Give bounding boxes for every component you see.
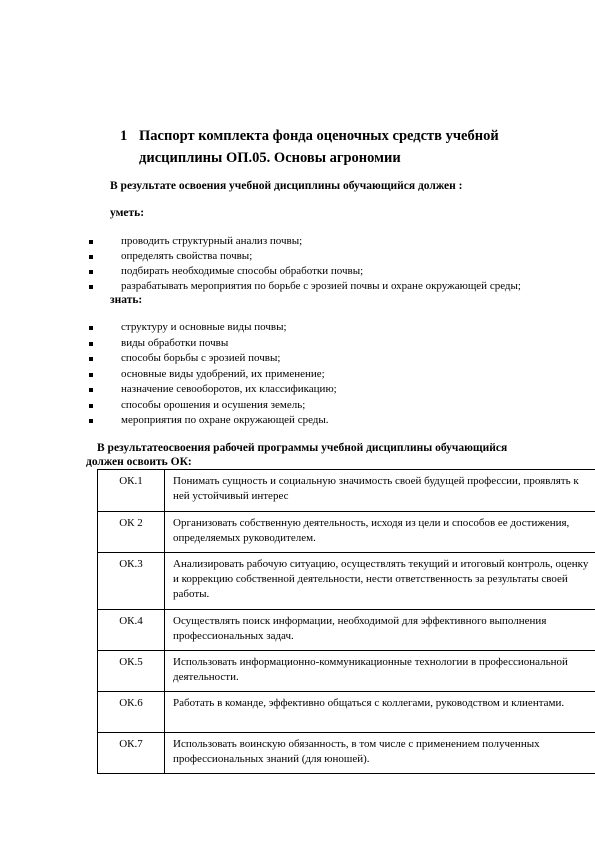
bullet-marker [89,285,93,289]
skills-label: уметь: [110,207,145,219]
knowledge-item: способы борьбы с эрозией почвы; [121,352,281,364]
table-row [98,733,595,774]
bullet-marker [89,357,93,361]
knowledge-item: структуру и основные виды почвы; [121,321,287,333]
competency-code: ОК.1 [98,470,165,512]
competency-table [97,469,595,774]
bullet-marker [89,326,93,330]
knowledge-item: назначение севооборотов, их классификацию; [121,383,337,395]
bullet-marker [89,255,93,259]
section-title-line2: дисциплины ОП.05. Основы агрономии [139,150,401,166]
competency-code: ОК.5 [98,651,165,692]
table-row [98,553,595,610]
intro-text: В результате освоения учебной дисциплины обучающийся должен : [110,180,463,192]
table-row [98,651,595,692]
section-title-line1: Паспорт комплекта фонда оценочных средств учебной [139,128,499,144]
knowledge-item: виды обработки почвы [121,336,229,349]
bullet-marker [89,270,93,274]
skill-item: проводить структурный анализ почвы; [121,235,303,247]
skill-item: определять свойства почвы; [121,250,253,262]
competency-description: Осуществлять поиск информации, необходимой для эффективного выполнения профессиональных задач. [165,610,595,651]
competency-code: ОК 2 [98,512,165,553]
knowledge-item: мероприятия по охране окружающей среды. [121,414,329,426]
competency-code: ОК.3 [98,553,165,610]
competency-description: Понимать сущность и социальную значимость своей будущей профессии, проявлять к ней устойчивый интерес [165,470,595,512]
table-row [98,512,595,553]
bullet-marker [89,419,93,423]
competency-code: ОК.6 [98,692,165,733]
table-row [98,610,595,651]
section-number: 1 [120,128,128,144]
knowledge-item: основные виды удобрений, их применение; [121,367,325,380]
competency-description: Организовать собственную деятельность, исходя из цели и способов ее достижения, определяемых руководителем. [165,512,595,553]
table-row [98,692,595,733]
competency-description: Использовать воинскую обязанность, в том числе с применением полученных профессиональных знаний (для юношей). [165,733,595,774]
ok-intro-line1: В результатеосвоения рабочей программы учебной дисциплины обучающийся [97,442,508,454]
competency-description: Анализировать рабочую ситуацию, осуществлять текущий и итоговый контроль, оценку и коррекцию собственной деятельности, нести ответственность за результаты своей работы. [165,553,595,610]
table-row [98,470,595,512]
competency-code: ОК.4 [98,610,165,651]
bullet-marker [89,388,93,392]
bullet-marker [89,342,93,346]
bullet-marker [89,240,93,244]
skill-item: подбирать необходимые способы обработки почвы; [121,265,364,277]
competency-code: ОК.7 [98,733,165,774]
skill-item: разрабатывать мероприятия по борьбе с эрозией почвы и охране окружающей среды; [121,280,521,292]
knowledge-item: способы орошения и осушения земель; [121,398,306,411]
competency-description: Использовать информационно-коммуникационные технологии в профессиональной деятельности. [165,651,595,692]
bullet-marker [89,404,93,408]
bullet-marker [89,373,93,377]
competency-description: Работать в команде, эффективно общаться с коллегами, руководством и клиентами. [165,692,595,733]
knowledge-label: знать: [110,294,143,306]
ok-intro-line2: должен освоить ОК: [86,456,192,468]
